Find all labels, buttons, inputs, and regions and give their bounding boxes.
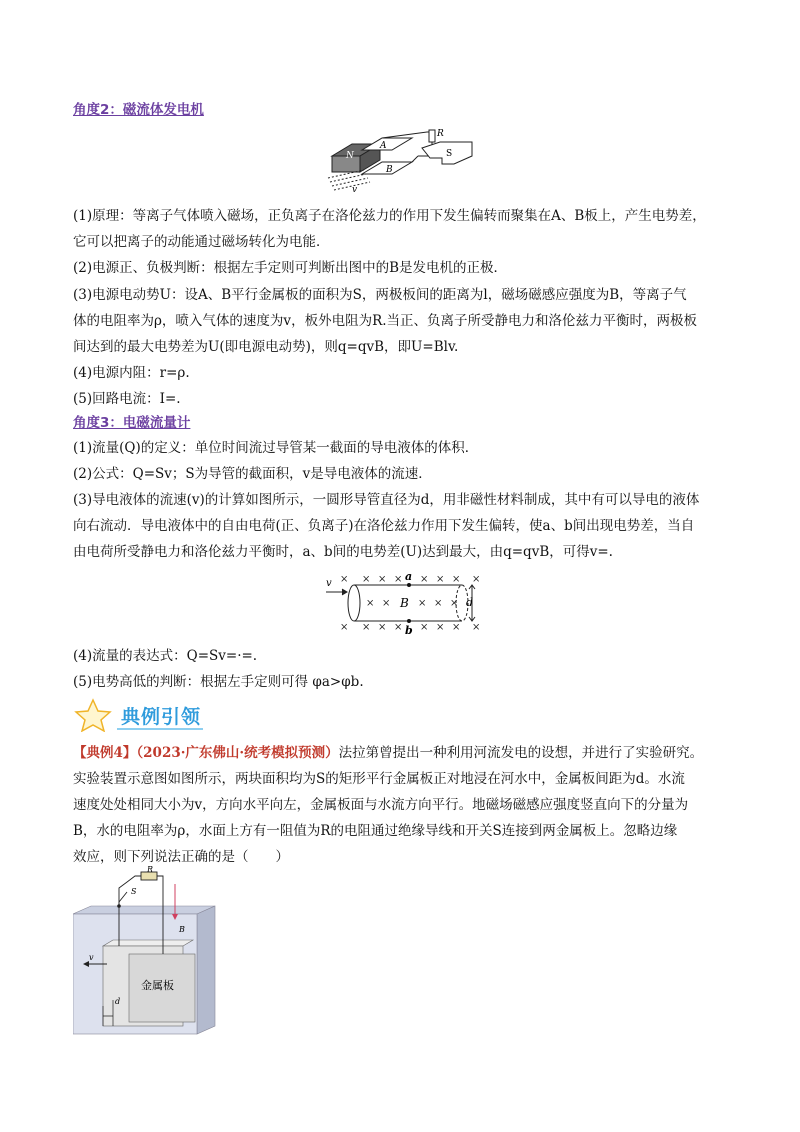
fig-label-field-b: B (400, 596, 409, 610)
example-line-1 (73, 740, 733, 766)
flowmeter-formula: (2)公式：Q=Sv；S为导管的截面积，v是导电液体的流速． (73, 466, 432, 482)
flowmeter-def: (1)流量(Q)的定义：单位时间流过导管某一截面的导电液体的体积． (73, 440, 479, 456)
mhd-emf-1: (3)电源电动势U：设A、B平行金属板的面积为S，两极板间的距离为l，磁场磁感应强度为B，等离子气 (73, 287, 687, 303)
svg-text:×: × (434, 598, 443, 609)
flowmeter-calc-2: 向右流动．导电液体中的自由电荷(正、负离子)在洛伦兹力作用下发生偏转，使a、b间出现电势差，当自 (73, 518, 695, 534)
example-line-4: B，水的电阻率为ρ，水面上方有一阻值为R的电阻通过绝缘导线和开关S连接到两金属板上。忽略边缘 (73, 823, 678, 839)
flowmeter-potential: (5)电势高低的判断：根据左手定则可得 φa>φb. (73, 674, 364, 690)
fig-label-n: N (346, 151, 354, 161)
fig-label-v: v (352, 185, 358, 194)
svg-text:×: × (382, 598, 391, 609)
mhd-current: (5)回路电流：I=. (73, 391, 181, 407)
example-banner (73, 698, 203, 732)
fig-label-d3: d (115, 997, 121, 1006)
river-generator-figure (73, 866, 218, 1046)
mhd-generator-figure (322, 128, 482, 194)
mhd-principle-1: (1)原理：等离子气体喷入磁场，正负离子在洛伦兹力的作用下发生偏转而聚集在A、B板上，产生电势差， (73, 208, 706, 224)
svg-text:×: × (436, 622, 445, 633)
svg-text:×: × (472, 574, 481, 585)
svg-text:×: × (472, 622, 481, 633)
flowmeter-calc-3: 由电荷所受静电力和洛伦兹力平衡时，a、b间的电势差(U)达到最大，由q=qvB，可得v=. (73, 544, 613, 560)
fig-label-plate: 金属板 (141, 979, 174, 992)
svg-text:×: × (452, 622, 461, 633)
svg-text:×: × (450, 598, 459, 609)
fig-label-a: A (380, 141, 387, 151)
mhd-internal-resistance: (4)电源内阻：r=ρ. (73, 365, 190, 381)
svg-text:×: × (420, 622, 429, 633)
fig-label-s: S (446, 149, 453, 159)
mhd-emf-3: 间达到的最大电势差为U(即电源电动势)，则q=qvB，即U=Blv. (73, 339, 459, 355)
fig-label-a2: a (405, 570, 413, 583)
example-line-2: 实验装置示意图如图所示，两块面积均为S的矩形平行金属板正对地浸在河水中，金属板间距为d。水流 (73, 771, 685, 787)
svg-text:×: × (436, 574, 445, 585)
fig-label-s3: S (131, 887, 137, 896)
svg-text:×: × (394, 622, 403, 633)
banner-title: 典例引领 (121, 706, 202, 728)
fig-label-d: d (466, 596, 474, 609)
flowmeter-calc-1: (3)导电液体的流速(v)的计算如图所示，一圆形导管直径为d，用非磁性材料制成，其中有可以导电的液体 (73, 492, 700, 508)
example-line-5: 效应，则下列说法正确的是（ ） (73, 849, 289, 865)
fig-label-r3: R (147, 866, 154, 874)
fig-label-v2: v (326, 578, 332, 589)
fig-label-v3: v (89, 953, 94, 962)
svg-text:×: × (340, 574, 349, 585)
flowmeter-expression: (4)流量的表达式：Q=Sv=·=. (73, 648, 258, 664)
mhd-polarity: (2)电源正、负极判断：根据左手定则可判断出图中的B是发电机的正极． (73, 260, 508, 276)
fig-label-b: B (386, 165, 393, 175)
fig-label-b3: B (179, 925, 185, 934)
svg-text:×: × (366, 598, 375, 609)
mhd-principle-2: 它可以把离子的动能通过磁场转化为电能． (73, 234, 330, 250)
svg-text:×: × (362, 622, 371, 633)
star-icon (73, 698, 113, 732)
svg-text:×: × (378, 574, 387, 585)
fig-label-b2: b (405, 624, 413, 636)
svg-text:×: × (394, 574, 403, 585)
svg-text:×: × (420, 574, 429, 585)
flowmeter-figure (322, 570, 487, 636)
svg-text:×: × (362, 574, 371, 585)
svg-text:×: × (452, 574, 461, 585)
mhd-emf-2: 体的电阻率为ρ，喷入气体的速度为v，板外电阻为R.当正、负离子所受静电力和洛伦兹力平衡时，两极板 (73, 313, 698, 329)
banner-underline (117, 728, 203, 730)
section-heading-flowmeter: 角度3：电磁流量计 (73, 415, 191, 431)
fig-label-r: R (437, 129, 444, 139)
example-label: 【典例4】 (73, 745, 137, 761)
svg-text:×: × (418, 598, 427, 609)
svg-text:×: × (340, 622, 349, 633)
svg-text:×: × (378, 622, 387, 633)
example-source: （2023·广东佛山·统考模拟预测） (136, 745, 339, 761)
example-text-1: 法拉第曾提出一种利用河流发电的设想，并进行了实验研究。 (338, 745, 704, 761)
section-heading-mhd: 角度2：磁流体发电机 (73, 102, 204, 118)
example-line-3: 速度处处相同大小为v，方向水平向左，金属板面与水流方向平行。地磁场磁感应强度竖直向下的分量为 (73, 797, 689, 813)
